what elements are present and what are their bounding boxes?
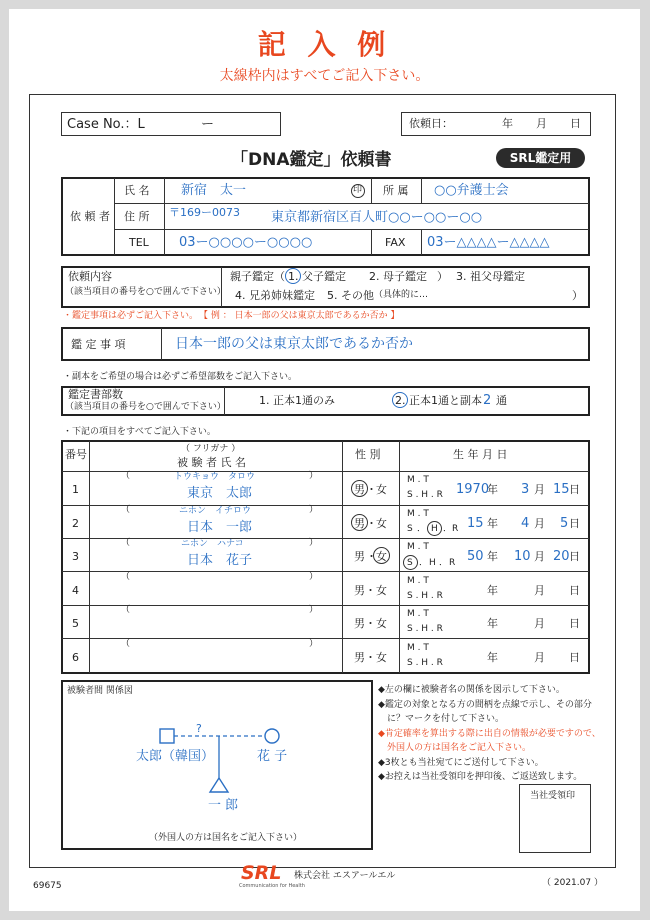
day-unit: 日 xyxy=(569,651,580,664)
row-name: 日本 花子 xyxy=(187,553,253,568)
year-unit: 年 xyxy=(487,584,498,597)
kana-close: ） xyxy=(309,572,319,582)
appraisal-example: 【 例 ： 日本一郎の父は東京太郎であるか否か 】 xyxy=(199,311,400,321)
relation-svg xyxy=(61,680,373,850)
kana-close: ） xyxy=(309,639,319,649)
postal-code: 〒169ー0073 xyxy=(169,206,240,219)
case-number-label: Case No.：L xyxy=(67,117,145,132)
sex-male[interactable]: 男 xyxy=(354,483,365,496)
row-number: 1 xyxy=(72,483,79,496)
option-grandparent[interactable]: 3. 祖父母鑑定 xyxy=(456,270,525,283)
year-unit: 年 xyxy=(487,617,498,630)
row-year: 15 xyxy=(467,516,484,531)
kana-close: ） xyxy=(309,538,319,548)
case-number-dash: ー xyxy=(201,117,215,132)
copies-count: 2 xyxy=(483,393,492,408)
month-unit: 月 xyxy=(534,617,545,630)
form-version: （ 2021.07 ） xyxy=(542,878,603,888)
era-line2[interactable]: S . H . R xyxy=(407,591,443,601)
copies-label: 鑑定書部数 xyxy=(68,388,123,401)
relation-note: （外国人の方は国名をご記入下さい） xyxy=(149,833,303,843)
era-line1[interactable]: M . T xyxy=(407,542,429,552)
document-title: 「DNA鑑定」依頼書 xyxy=(231,150,392,170)
question-mark: ? xyxy=(196,722,202,735)
child-label: 一 郎 xyxy=(208,798,239,813)
year-unit: 年 xyxy=(487,517,498,530)
kana-open: （ xyxy=(121,605,131,615)
instruction-line: ◆3枚とも当社宛てにご送付して下さい。 xyxy=(378,758,544,768)
row-kana: ニホン ハナコ xyxy=(181,539,244,549)
father-square-icon xyxy=(160,729,174,743)
relation-title: 被験者間 関係図 xyxy=(67,686,133,696)
row-kana: トウキョウ タロウ xyxy=(174,472,256,482)
form-page xyxy=(9,9,640,911)
era-h[interactable]: H xyxy=(431,524,438,534)
seal-char: 印 xyxy=(353,185,363,195)
page-title: 記 入 例 xyxy=(257,28,392,61)
day-unit: 日 xyxy=(569,617,580,630)
option-sibling[interactable]: 4. 兄弟姉妹鑑定 xyxy=(235,289,315,302)
instruction-line: ◆左の欄に被験者名の関係を図示して下さい。 xyxy=(378,685,565,695)
kana-close: ） xyxy=(309,605,319,615)
request-date-label: 依頼日： xyxy=(409,117,453,130)
page-subtitle: 太線枠内はすべてご記入下さい。 xyxy=(219,68,430,84)
row-number: 5 xyxy=(72,617,79,630)
request-date-day-label: 日 xyxy=(570,117,581,130)
row-name: 日本 一郎 xyxy=(187,520,253,535)
address-label: 住 所 xyxy=(124,210,150,223)
srl-logo: SRL xyxy=(241,862,282,884)
day-unit: 日 xyxy=(569,584,580,597)
row-day: 20 xyxy=(553,549,570,564)
instruction-line: ◆お控えは当社受領印を押印後、ご返送致します。 xyxy=(378,772,583,782)
kana-open: （ xyxy=(121,572,131,582)
kana-open: （ xyxy=(121,471,131,481)
request-date-year-label: 年 xyxy=(502,117,513,130)
instruction-line: ◆肯定確率を算出する際に出自の情報が必要ですので、 xyxy=(378,729,601,739)
request-content-label: 依頼内容 xyxy=(68,270,112,283)
kana-close: ） xyxy=(309,505,319,515)
row-month: 4 xyxy=(521,516,530,531)
fax-value: 03ー△△△△ー△△△△ xyxy=(427,235,550,250)
row-year: 50 xyxy=(467,549,484,564)
tel-value: 03ー○○○○ー○○○○ xyxy=(179,235,313,250)
month-unit: 月 xyxy=(534,651,545,664)
era-dot: ． xyxy=(419,558,429,568)
row-day: 5 xyxy=(560,516,569,531)
option-mother-child[interactable]: 2. 母子鑑定 xyxy=(369,270,427,283)
row-month: 10 xyxy=(514,549,531,564)
era-s[interactable]: S xyxy=(407,558,413,568)
sex-male[interactable]: 男 xyxy=(354,517,365,530)
appraisal-label: 鑑 定 事 項 xyxy=(71,338,126,351)
day-unit: 日 xyxy=(569,483,580,496)
option-other-note: （具体的に… xyxy=(374,290,429,300)
era-line2[interactable]: S . H . R xyxy=(407,658,443,668)
logo-tagline: Communication for Health xyxy=(239,883,305,889)
instruction-line: 外国人の方は国名をご記入下さい。 xyxy=(378,743,532,753)
sex-options[interactable]: 男・女 xyxy=(354,651,387,664)
era-line1[interactable]: M . T xyxy=(407,475,429,485)
year-unit: 年 xyxy=(487,651,498,664)
month-unit: 月 xyxy=(534,517,545,530)
address-value: 東京都新宿区百人町○○ー○○ー○○ xyxy=(271,210,483,225)
sex-separator: ・ xyxy=(366,517,377,530)
srl-badge: SRL鑑定用 xyxy=(496,148,585,168)
option-father-child[interactable]: 父子鑑定 xyxy=(302,270,346,283)
subjects-note: ・下記の項目をすべてご記入下さい。 xyxy=(63,427,216,437)
form-code: 69675 xyxy=(33,881,62,891)
sex-female[interactable]: 女 xyxy=(376,517,387,530)
appraisal-value: 日本一郎の父は東京太郎であるか否か xyxy=(175,336,413,352)
copies-option2[interactable]: 正本1通と副本 xyxy=(409,394,482,407)
row-number: 4 xyxy=(72,584,79,597)
header-dob: 生 年 月 日 xyxy=(453,448,508,461)
header-furigana: （ フリガナ ） xyxy=(181,444,241,454)
instruction-line: に？マークを付して下さい。 xyxy=(378,714,505,724)
sex-separator: ・ xyxy=(366,483,377,496)
row-number: 6 xyxy=(72,651,79,664)
affiliation-label: 所 属 xyxy=(383,184,409,197)
era-line1[interactable]: M . T xyxy=(407,609,429,619)
era-line1[interactable]: M . T xyxy=(407,576,429,586)
sex-options[interactable]: 男・女 xyxy=(354,617,387,630)
era-line1[interactable]: M . T xyxy=(407,643,429,653)
row-day: 15 xyxy=(553,482,570,497)
row-month: 3 xyxy=(521,482,530,497)
year-unit: 年 xyxy=(487,483,498,496)
mother-label: 花 子 xyxy=(257,749,288,764)
instruction-line: ◆鑑定の対象となる方の間柄を点線で示し、その部分 xyxy=(378,700,592,710)
era-h[interactable]: H xyxy=(429,558,436,568)
era-line1[interactable]: M . T xyxy=(407,509,429,519)
sex-male[interactable]: 男 xyxy=(354,550,365,563)
name-label: 氏 名 xyxy=(124,184,150,197)
era-r[interactable]: R xyxy=(452,524,459,534)
fax-label: FAX xyxy=(385,236,406,249)
kana-open: （ xyxy=(121,538,131,548)
requester-label: 依 頼 者 xyxy=(70,210,110,223)
tel-label: TEL xyxy=(129,236,149,249)
affiliation-value: ○○弁護士会 xyxy=(434,183,509,198)
era-dot: ． xyxy=(417,524,427,534)
sex-separator: ・ xyxy=(366,550,377,563)
copies-option1[interactable]: 1. 正本1通のみ xyxy=(259,394,335,407)
paternity-close: ） xyxy=(437,270,448,283)
paternity-prefix: 親子鑑定（ xyxy=(230,270,285,283)
era-line2[interactable]: S . H . R xyxy=(407,490,443,500)
kana-open: （ xyxy=(121,639,131,649)
day-unit: 日 xyxy=(569,517,580,530)
row-year: 1970 xyxy=(456,482,490,497)
header-name: 被 験 者 氏 名 xyxy=(177,456,246,469)
era-dot: ． xyxy=(439,558,449,568)
kana-open: （ xyxy=(121,505,131,515)
option-other-close: ） xyxy=(572,289,583,302)
day-unit: 日 xyxy=(569,550,580,563)
copies-option2-number[interactable]: 2. xyxy=(395,394,406,407)
row-name: 東京 太郎 xyxy=(187,486,253,501)
header-sex: 性 別 xyxy=(355,448,381,461)
copies-instruction: （該当項目の番号を○で囲んで下さい） xyxy=(65,402,226,412)
month-unit: 月 xyxy=(534,483,545,496)
row-number: 2 xyxy=(72,517,79,530)
month-unit: 月 xyxy=(534,550,545,563)
year-unit: 年 xyxy=(487,550,498,563)
header-number: 番号 xyxy=(65,448,87,461)
era-s[interactable]: S xyxy=(407,524,413,534)
kana-close: ） xyxy=(309,471,319,481)
sex-options[interactable]: 男・女 xyxy=(354,584,387,597)
option1-number[interactable]: 1. xyxy=(288,270,299,283)
request-date-month-label: 月 xyxy=(536,117,547,130)
copies-note: ・副本をご希望の場合は必ずご希望部数をご記入下さい。 xyxy=(63,372,298,382)
company-name: 株式会社 エスアールエル xyxy=(294,871,396,881)
row-number: 3 xyxy=(72,550,79,563)
father-label: 太郎（韓国） xyxy=(136,749,215,764)
mother-circle-icon xyxy=(265,729,279,743)
month-unit: 月 xyxy=(534,584,545,597)
child-triangle-icon xyxy=(210,778,228,792)
era-line2[interactable]: S . H . R xyxy=(407,624,443,634)
sex-female[interactable]: 女 xyxy=(376,550,387,563)
copies-unit: 通 xyxy=(496,394,507,407)
appraisal-note: ・鑑定事項は必ずご記入下さい。 xyxy=(63,311,199,321)
name-value: 新宿 太一 xyxy=(181,183,247,198)
era-dot: ． xyxy=(443,524,453,534)
row-kana: ニホン イチロウ xyxy=(179,506,252,516)
request-content-note: （該当項目の番号を○で囲んで下さい） xyxy=(65,287,226,297)
receipt-label: 当社受領印 xyxy=(530,791,576,801)
era-r[interactable]: R xyxy=(449,558,456,568)
sex-female[interactable]: 女 xyxy=(376,483,387,496)
option-other[interactable]: 5. その他 xyxy=(327,289,374,302)
